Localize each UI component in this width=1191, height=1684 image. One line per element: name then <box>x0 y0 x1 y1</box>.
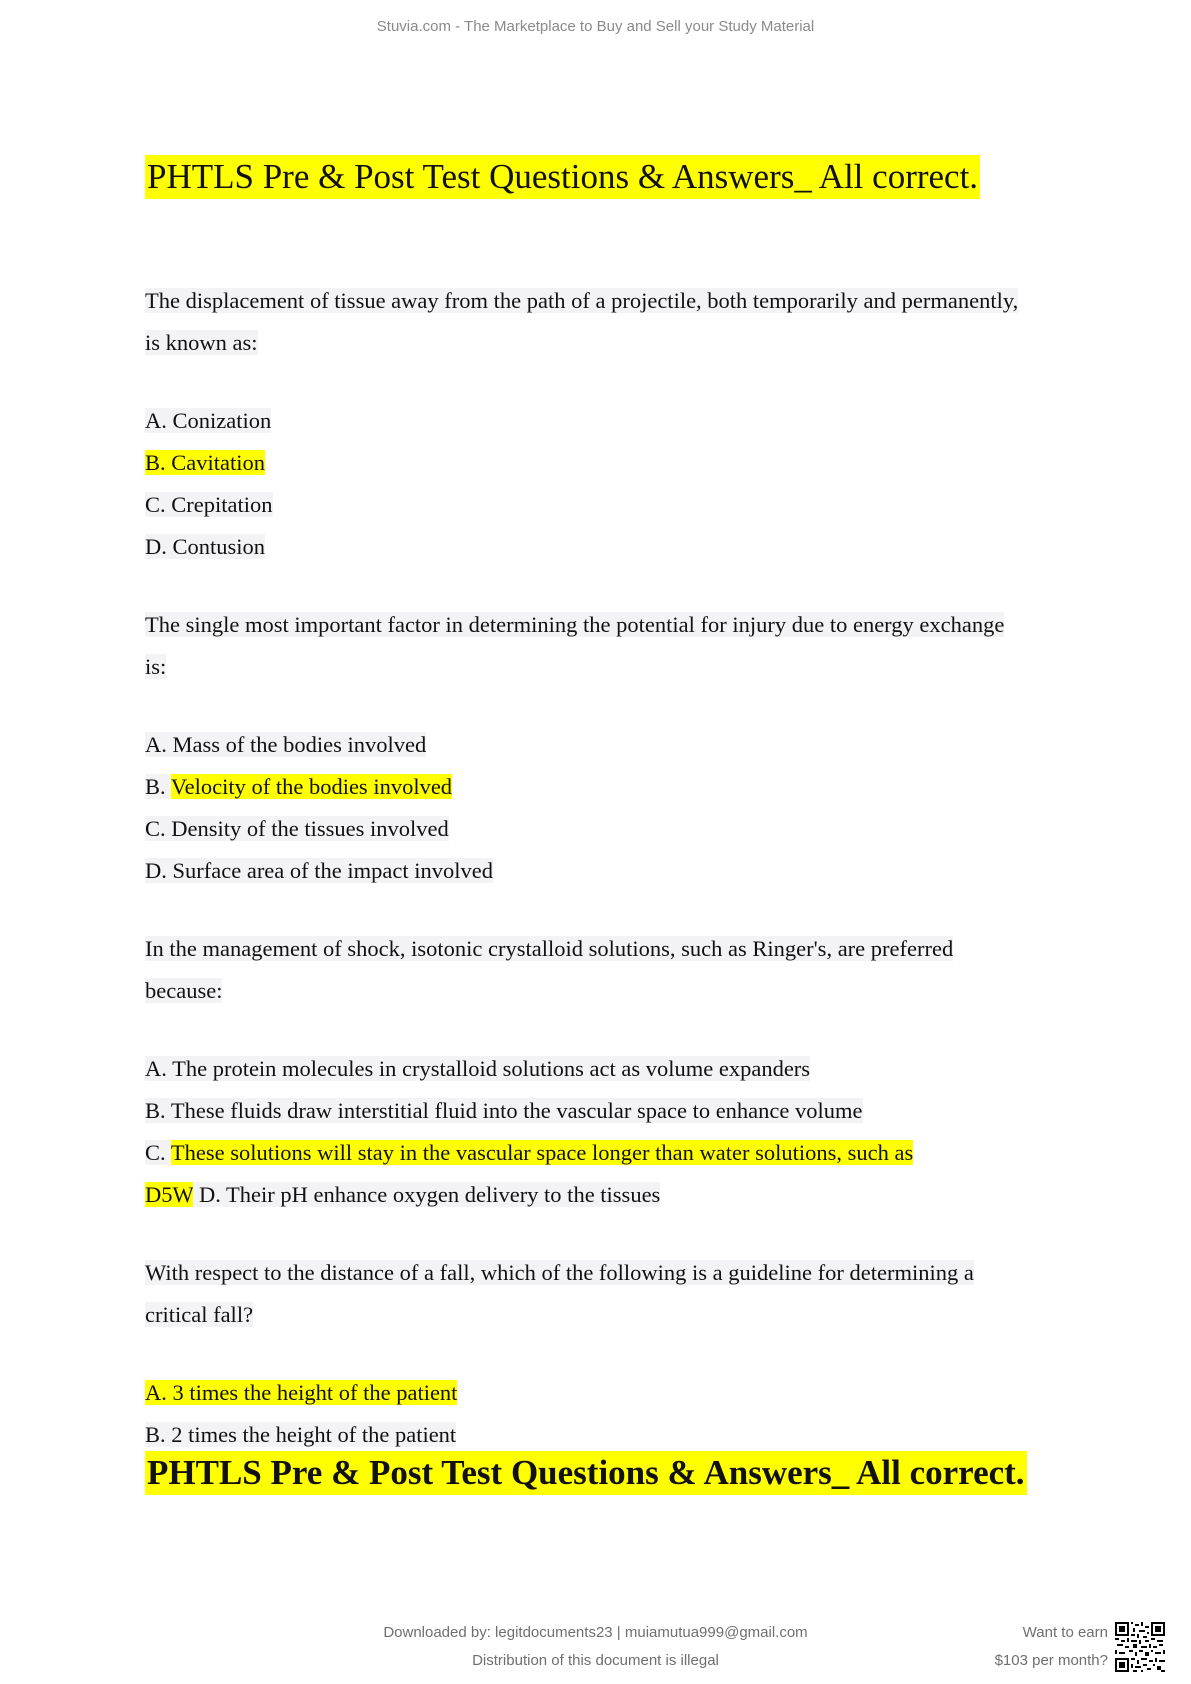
q3-option-c-prefix: C. <box>145 1140 171 1165</box>
question-4-stem-line-2: critical fall? <box>145 1302 254 1327</box>
question-3 <box>145 928 1085 1012</box>
question-4 <box>145 1252 1085 1336</box>
question-3-stem-line-1: In the management of shock, isotonic crystalloid solutions, such as Ringer's, are preferred <box>145 936 954 961</box>
question-1-options <box>145 400 1085 568</box>
q4-option-b: B. 2 times the height of the patient <box>145 1422 457 1447</box>
question-4-options <box>145 1372 1085 1456</box>
question-3-stem-line-2: because: <box>145 978 223 1003</box>
q3-option-d: D. Their pH enhance oxygen delivery to the tissues <box>193 1182 661 1207</box>
question-2-stem-line-2: is: <box>145 654 167 679</box>
q1-option-d: D. Contusion <box>145 534 266 559</box>
question-1-stem-line-1: The displacement of tissue away from the path of a projectile, both temporarily and permanently, <box>145 288 1019 313</box>
question-1-stem-line-2: is known as: <box>145 330 258 355</box>
earn-line-1[interactable]: Want to earn <box>1022 1624 1108 1641</box>
q3-option-c-correct-line-1: These solutions will stay in the vascular space longer than water solutions, such as <box>170 1140 914 1165</box>
q1-option-a: A. Conization <box>145 408 272 433</box>
question-4-stem-line-1: With respect to the distance of a fall, which of the following is a guideline for determining a <box>145 1260 974 1285</box>
question-2-stem-line-1: The single most important factor in determining the potential for injury due to energy exchange <box>145 612 1005 637</box>
q3-option-a: A. The protein molecules in crystalloid solutions act as volume expanders <box>145 1056 811 1081</box>
stuvia-header: Stuvia.com - The Marketplace to Buy and Sell your Study Material <box>376 18 815 35</box>
q3-option-c-correct-line-2: D5W <box>145 1182 194 1207</box>
distribution-notice: Distribution of this document is illegal <box>472 1652 719 1669</box>
question-2 <box>145 604 1085 688</box>
q4-option-a-correct: A. 3 times the height of the patient <box>145 1380 458 1405</box>
question-3-options <box>145 1048 1085 1216</box>
q2-option-b-correct: Velocity of the bodies involved <box>170 774 453 799</box>
question-1 <box>145 280 1085 364</box>
document-title: PHTLS Pre & Post Test Questions & Answers_ All correct. <box>145 155 980 199</box>
q2-option-c: C. Density of the tissues involved <box>145 816 449 841</box>
q1-option-c: C. Crepitation <box>145 492 273 517</box>
q2-option-b-prefix: B. <box>145 774 171 799</box>
q1-option-b-correct: B. Cavitation <box>145 450 265 475</box>
q2-option-a: A. Mass of the bodies involved <box>145 732 427 757</box>
earn-line-2[interactable]: $103 per month? <box>994 1652 1108 1669</box>
qr-code-icon[interactable] <box>1115 1622 1165 1672</box>
bottom-title: PHTLS Pre & Post Test Questions & Answers_ All correct. <box>145 1451 1027 1495</box>
q3-option-b: B. These fluids draw interstitial fluid into the vascular space to enhance volume <box>145 1098 863 1123</box>
question-2-options <box>145 724 1085 892</box>
downloaded-by-text: Downloaded by: legitdocuments23 | muiamutua999@gmail.com <box>383 1624 808 1641</box>
q2-option-d: D. Surface area of the impact involved <box>145 858 493 883</box>
